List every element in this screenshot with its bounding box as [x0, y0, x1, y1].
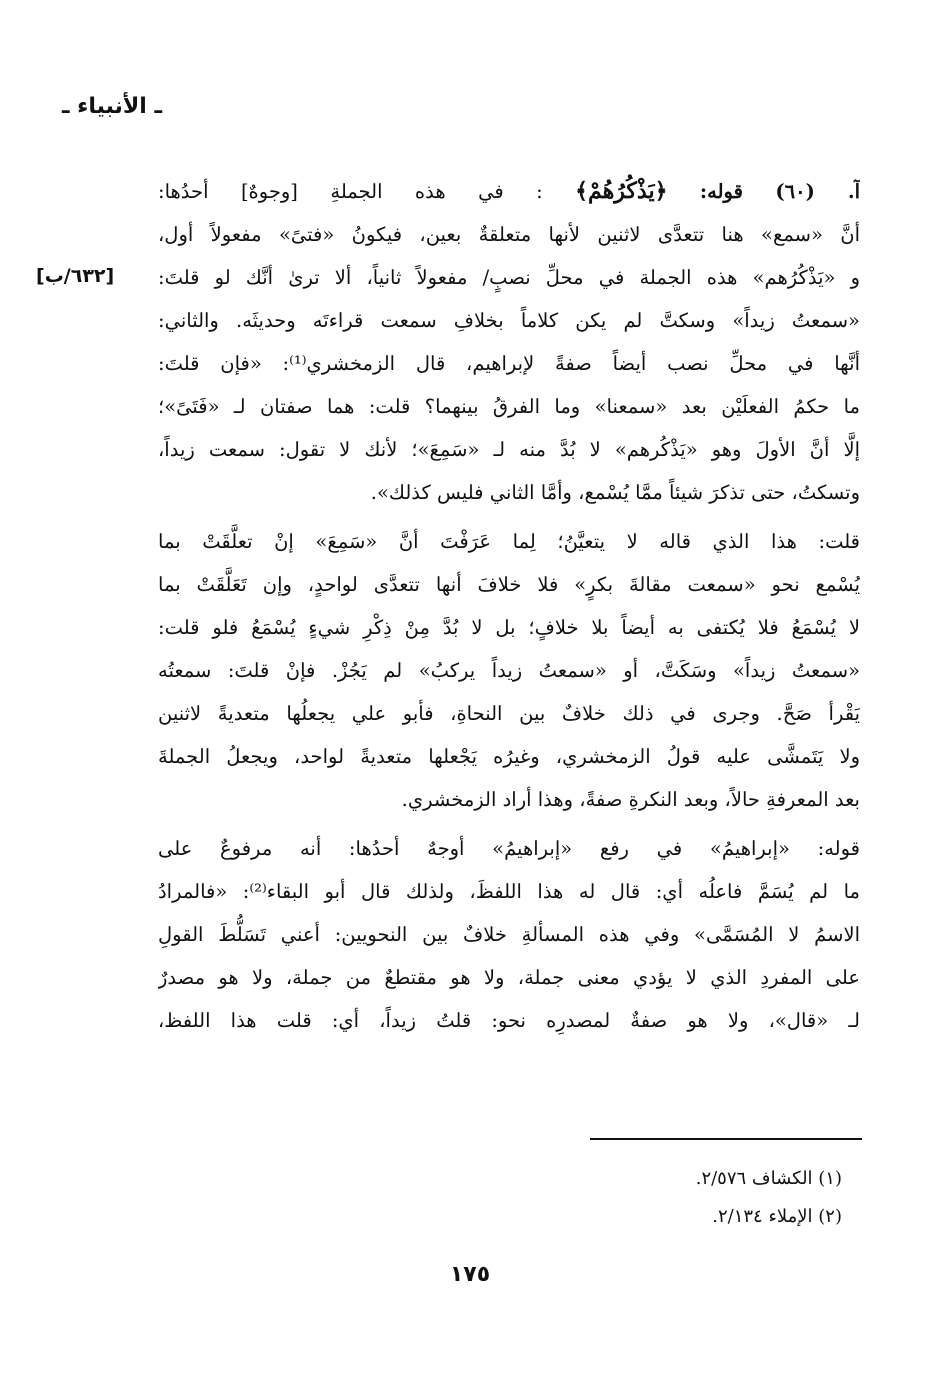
footnote-1: (١) الكشاف ٢/٥٧٦.	[695, 1168, 842, 1189]
page-number: ١٧٥	[449, 1262, 491, 1287]
text-line	[158, 170, 860, 213]
text-line: إلَّا أنَّ الأولَ وهو «يَذْكُرهم» لا بُدَّ منه لـ «سَمِعَ»؛ لأنك لا تقول: سمعت زيداً،	[158, 438, 860, 461]
text-line: قلت: هذا الذي قاله لا يتعيَّنُ؛ لِما عَرَفْتَ أنَّ «سَمِعَ» إنْ تعلَّقَتْ بما	[158, 530, 860, 553]
text-line: على المفردِ الذي لا يؤدي معنى جملة، ولا هو مقتطعٌ من جملة، ولا هو مصدرٌ	[158, 966, 860, 989]
text-line: «سمعتُ زيداً» وسكتَّ لم يكن كلاماً بخلافِ سمعت قراءتَه وحديثَه. والثاني:	[158, 309, 860, 332]
text-line: و «يَذْكُرُهم» هذه الجملة في محلِّ نصبٍ/ مفعولاً ثانياً، ألا ترىٰ أنَّك لو قلتَ:	[158, 266, 860, 289]
text-line: أنَّ «سمع» هنا تتعدَّى لاثنين لأنها متعلقةٌ بعين، فيكونُ «فتىً» مفعولاً أول،	[158, 223, 860, 246]
text-line: بعد المعرفةِ حالاً، وبعد النكرةِ صفةً، وهذا أراد الزمخشري.	[401, 788, 860, 811]
text-line: لـ «قال»، ولا هو صفةٌ لمصدرِه نحو: قلتُ زيداً، أي: قلت هذا اللفظ،	[158, 1009, 860, 1032]
text-line: وتسكتُ، حتى تذكرَ شيئاً ممَّا يُسْمع، وأمَّا الثاني فليس كذلك».	[370, 481, 860, 504]
text-line: أنَّها في محلِّ نصب أيضاً صفةً لإبراهيم، قال الزمخشري⁽¹⁾: «فإن قلتَ:	[158, 352, 860, 375]
text-line: ولا يَتَمشَّى عليه قولُ الزمخشري، وغيرُه يَجْعلها متعديةً لواحد، ويجعلُ الجملةَ	[158, 745, 860, 768]
line-text: : في هذه الجملةِ [وجوهٌ] أحدُها:	[158, 180, 543, 203]
text-line: يَقْرأ صَحَّ. وجرى في ذلك خلافٌ بين النحاةِ، فأبو علي يجعلُها متعديةً لاثنين	[158, 702, 860, 725]
main-text	[158, 170, 860, 1042]
text-line: الاسمُ لا المُسَمَّى» وفي هذه المسألةِ خلافٌ بين النحويين: أعني تَسَلُّطَ القولِ	[158, 923, 860, 946]
text-line: «سمعتُ زيداً» وسَكَتَّ، أو «سمعتُ زيداً يركبُ» لم يَجُزْ. فإنْ قلتَ: سمعتُه	[158, 659, 860, 682]
footnote-2: (٢) الإملاء ٢/١٣٤.	[712, 1206, 842, 1227]
text-line: ما حكمُ الفعلَيْن بعد «سمعنا» وما الفرقُ بينهما؟ قلت: هما صفتان لـ «فَتَىً»؛	[158, 395, 860, 418]
footnotes	[442, 1160, 842, 1236]
margin-manuscript-ref: [٦٣٢/ب]	[36, 265, 115, 287]
text-line: لا يُسْمَعُ فلا يُكتفى به أيضاً بلا خلافٍ؛ بل لا بُدَّ مِنْ ذِكْرِ شيءٍ يُسْمَعُ فلو قلت:	[158, 616, 860, 639]
text-line: ما لم يُسَمَّ فاعلُه أي: قال له هذا اللفظَ، ولذلك قال أبو البقاء⁽²⁾: «فالمرادُ	[158, 880, 860, 903]
running-header: ـ الأنبياء ـ	[61, 94, 162, 119]
lead-word: قوله:	[699, 180, 743, 203]
footnote-divider	[590, 1138, 862, 1140]
quran-quote: ﴿يَذْكُرُهُمْ﴾	[575, 178, 668, 204]
text-line: يُسْمع نحو «سمعت مقالةَ بكرٍ» فلا خلافَ أنها تتعدَّى لواحدٍ، وإن تَعَلَّقَتْ بما	[158, 573, 860, 596]
verse-number: آ. (٦٠)	[775, 180, 860, 203]
text-line: قوله: «إبراهيمُ» في رفع «إبراهيمُ» أوجهٌ أحدُها: أنه مرفوعٌ على	[158, 837, 860, 860]
